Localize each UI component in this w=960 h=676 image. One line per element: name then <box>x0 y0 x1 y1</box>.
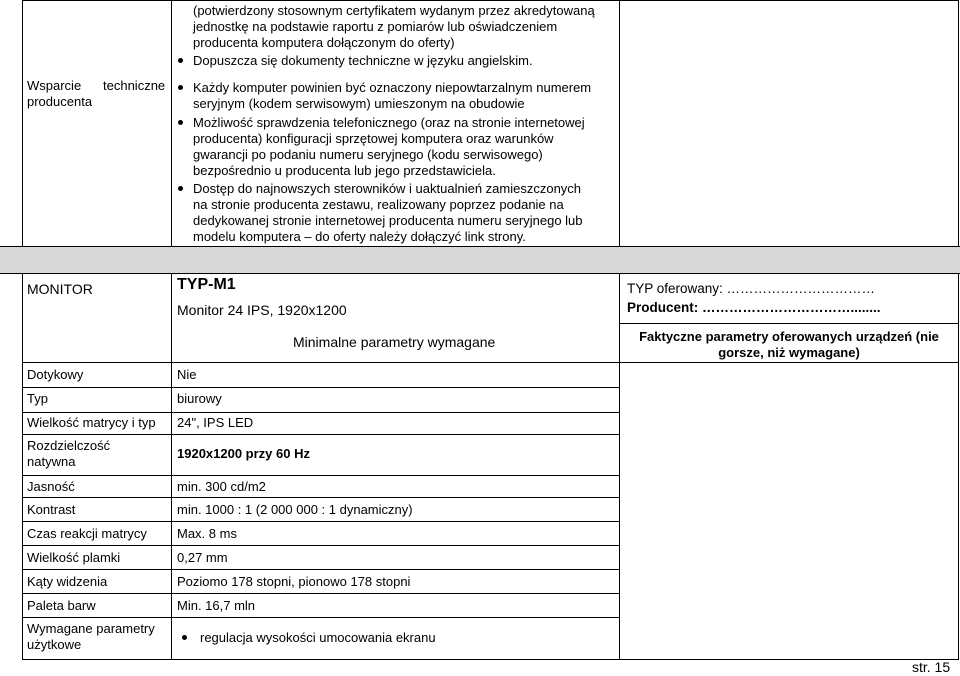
support-bullet-3-line: producenta) konfiguracji sprzętowej komputera oraz warunków <box>193 131 554 146</box>
row-value-usage: regulacja wysokości umocowania ekranu <box>200 630 436 645</box>
grid-line <box>0 246 960 247</box>
support-bullet-3-line: Możliwość sprawdzenia telefonicznego (oraz na stronie internetowej <box>193 115 585 130</box>
page-number: str. 15 <box>912 659 951 675</box>
row-label-angles: Kąty widzenia <box>27 574 108 589</box>
support-bullet-4-line: dedykowanej stronie internetowej producenta numeru seryjnego lub <box>193 213 583 228</box>
row-label-response: Czas reakcji matrycy <box>27 526 147 541</box>
row-value-brightness: min. 300 cd/m2 <box>177 479 266 494</box>
row-value-resolution: 1920x1200 przy 60 Hz <box>177 446 310 461</box>
row-label-usage-2: użytkowe <box>27 637 82 652</box>
grid-line <box>171 273 172 660</box>
bullet-dot <box>178 186 183 191</box>
grid-line <box>22 412 619 413</box>
grid-line <box>22 497 619 498</box>
support-cont-line: (potwierdzony stosownym certyfikatem wydanym przez akredytowaną <box>193 3 595 18</box>
grid-line <box>22 593 619 594</box>
support-bullet-2-line: Każdy komputer powinien być oznaczony niepowtarzalnym numerem <box>193 80 592 95</box>
row-value-contrast: min. 1000 : 1 (2 000 000 : 1 dynamiczny) <box>177 502 413 517</box>
grid-line <box>958 273 959 660</box>
row-value-type: biurowy <box>177 391 222 406</box>
support-bullet-3-line: gwarancji po podaniu numeru seryjnego (kodu serwisowego) <box>193 147 543 162</box>
support-cont-line: jednostkę na podstawie raportu z pomiarów lub oświadczeniem <box>193 19 558 34</box>
bullet-dot <box>178 58 183 63</box>
grid-line <box>619 323 959 324</box>
row-label-matrix: Wielkość matrycy i typ <box>27 415 156 430</box>
row-value-touch: Nie <box>177 367 197 382</box>
row-label-resolution-2: natywna <box>27 454 76 469</box>
grid-line <box>22 659 959 660</box>
grid-line <box>22 434 619 435</box>
row-value-pixel: 0,27 mm <box>177 550 228 565</box>
monitor-type-code: TYP-M1 <box>177 276 236 293</box>
monitor-type-desc: Monitor 24 IPS, 1920x1200 <box>177 302 347 318</box>
support-bullet-2-line: seryjnym (kodem serwisowym) umieszonym na obudowie <box>193 96 525 111</box>
support-bullet-3-line: bezpośrednio u producenta lub jego przedstawiciela. <box>193 163 496 178</box>
grid-line <box>22 617 619 618</box>
monitor-section-label: MONITOR <box>27 281 93 297</box>
bullet-dot <box>182 635 187 640</box>
row-label-resolution: Rozdzielczość <box>27 438 111 453</box>
support-bullet-4-line: na stronie producenta zestawu, realizowany poprzez podanie na <box>193 197 564 212</box>
grid-line <box>22 273 23 660</box>
min-params-header: Minimalne parametry wymagane <box>293 334 496 350</box>
producer-field[interactable]: Producent: ……………………………........ <box>627 300 881 315</box>
grid-line <box>22 0 959 1</box>
grid-line <box>22 475 619 476</box>
grid-line <box>22 0 23 246</box>
row-label-contrast: Kontrast <box>27 502 76 517</box>
support-label-right: techniczne <box>103 78 166 93</box>
grid-line <box>22 362 959 363</box>
bullet-dot <box>178 120 183 125</box>
bullet-dot <box>178 85 183 90</box>
row-label-type: Typ <box>27 391 48 406</box>
grid-line <box>22 521 619 522</box>
row-value-response: Max. 8 ms <box>177 526 237 541</box>
grid-line <box>171 0 172 246</box>
grid-line <box>619 273 620 660</box>
row-label-colors: Paleta barw <box>27 598 96 613</box>
grid-line <box>22 387 619 388</box>
support-label-left: Wsparcie <box>27 78 82 93</box>
actual-params-header-line2: gorsze, niż wymagane) <box>718 345 860 360</box>
grid-line <box>619 0 620 246</box>
row-label-brightness: Jasność <box>27 479 75 494</box>
grid-line <box>22 545 619 546</box>
support-bullet-4-line: modelu komputera – do oferty należy dołączyć link strony. <box>193 229 526 244</box>
row-value-matrix: 24", IPS LED <box>177 415 254 430</box>
row-label-pixel: Wielkość plamki <box>27 550 121 565</box>
section-separator <box>0 246 960 273</box>
grid-line <box>0 273 960 274</box>
row-value-angles: Poziomo 178 stopni, pionowo 178 stopni <box>177 574 411 589</box>
support-cont-line: producenta komputera dołączonym do oferty) <box>193 35 455 50</box>
actual-params-header-line1: Faktyczne parametry oferowanych urządzeń (nie <box>639 329 939 344</box>
support-label-line2: producenta <box>27 94 93 109</box>
support-bullet-4-line: Dostęp do najnowszych sterowników i uaktualnień zamieszczonych <box>193 181 582 196</box>
row-label-usage: Wymagane parametry <box>27 621 155 636</box>
grid-line <box>958 0 959 246</box>
offered-type-field[interactable]: TYP oferowany: …………………………… <box>627 281 876 296</box>
row-value-colors: Min. 16,7 mln <box>177 598 256 613</box>
support-bullet-1: Dopuszcza się dokumenty techniczne w języku angielskim. <box>193 53 533 68</box>
row-label-touch: Dotykowy <box>27 367 84 382</box>
grid-line <box>22 569 619 570</box>
